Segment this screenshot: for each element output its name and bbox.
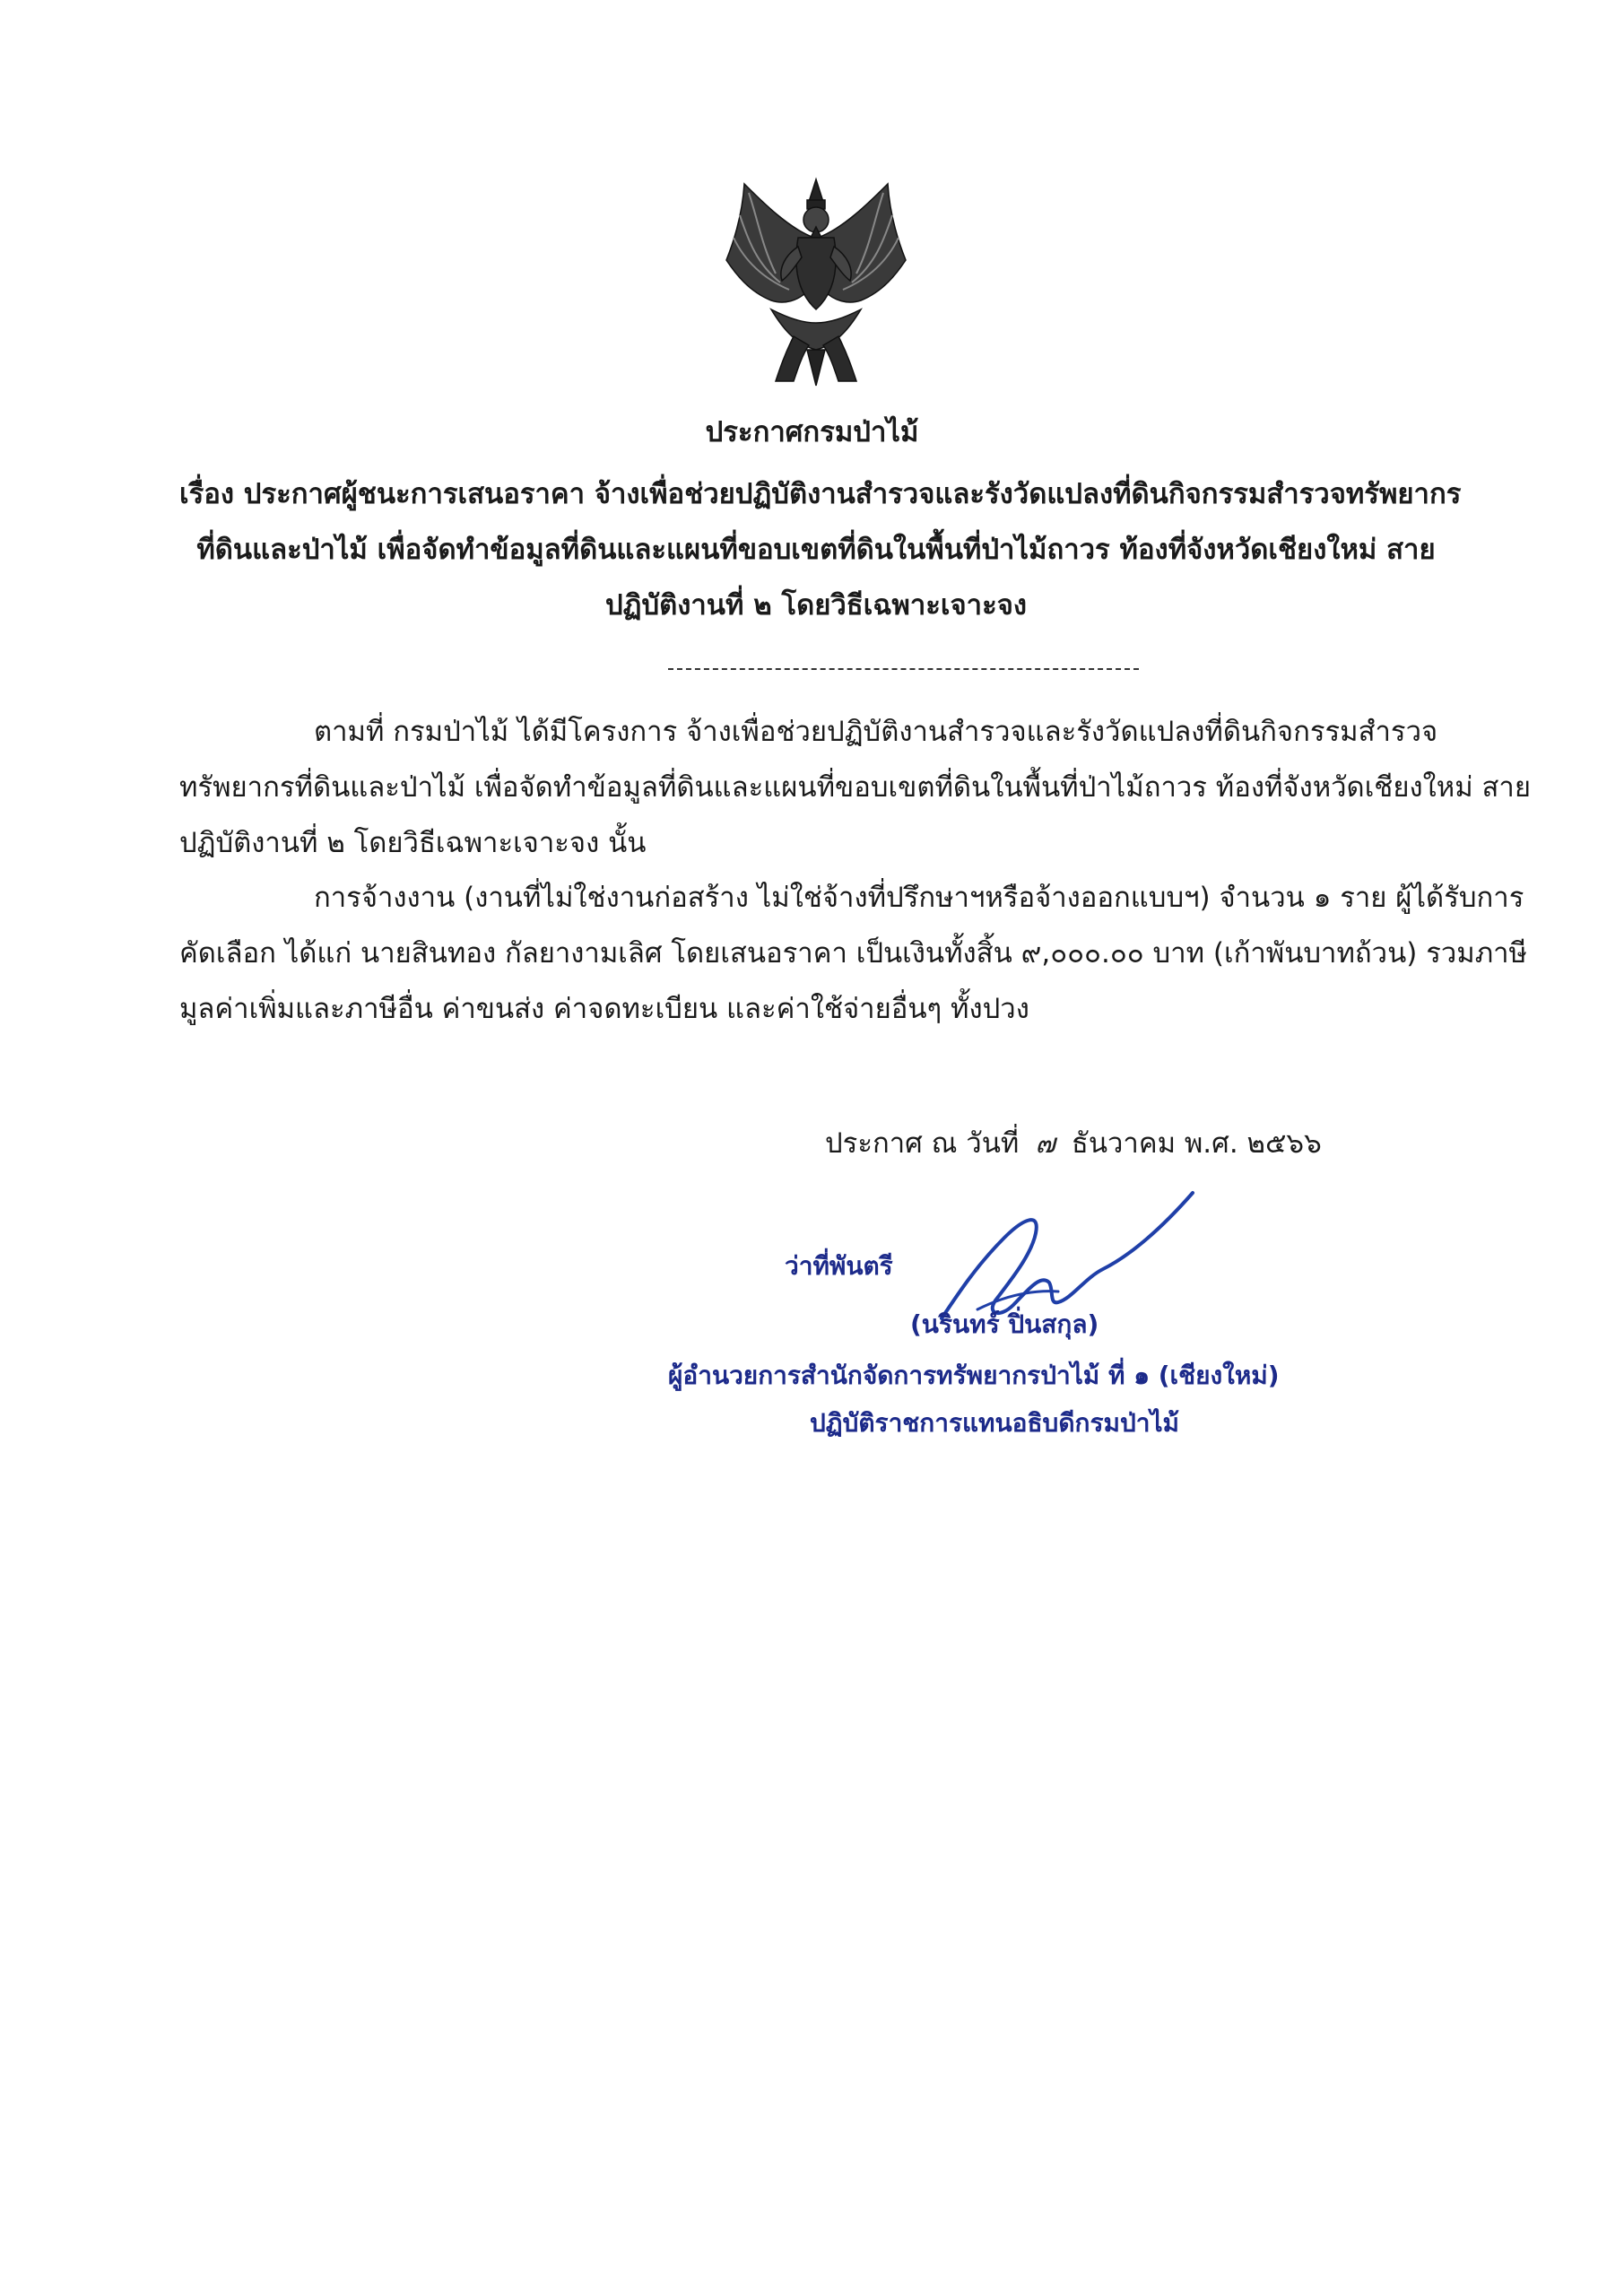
subject-line: เรื่อง ประกาศผู้ชนะการเสนอราคา จ้างเพื่อช่วยปฏิบัติงานสำรวจและรังวัดแปลงที่ดินกิจกรรมสำรวจทรัพยากร (179, 478, 1462, 510)
announcement-date (825, 1121, 1322, 1167)
paragraph-2 (179, 870, 1527, 1037)
paragraph-line: ตามที่ กรมป่าไม้ ได้มีโครงการ จ้างเพื่อช่วยปฏิบัติงานสำรวจและรังวัดแปลงที่ดินกิจกรรมสำรวจ (314, 716, 1438, 748)
signer-rank: ว่าที่พันตรี (785, 1251, 893, 1281)
document-title: ประกาศกรมป่าไม้ (705, 416, 919, 448)
paragraph-line: คัดเลือก ได้แก่ นายสินทอง กัลยางามเลิศ โดยเสนอราคา เป็นเงินทั้งสิ้น ๙,๐๐๐.๐๐ บาท (เก้าพันบาทถ้วน) รวมภาษี (179, 937, 1527, 970)
paragraph-line: ปฏิบัติงานที่ ๒ โดยวิธีเฉพาะเจาะจง นั้น (179, 827, 647, 859)
date-month-year: ธันวาคม พ.ศ. ๒๕๖๖ (1071, 1127, 1322, 1160)
paragraph-1 (179, 704, 1531, 871)
paragraph-line: การจ้างงาน (งานที่ไม่ใช่งานก่อสร้าง ไม่ใช่จ้างที่ปรึกษาฯหรือจ้างออกแบบฯ) จำนวน ๑ ราย ผู้ได้รับการ (314, 882, 1524, 914)
garuda-emblem-icon (708, 175, 924, 390)
paragraph-line: มูลค่าเพิ่มและภาษีอื่น ค่าขนส่ง ค่าจดทะเบียน และค่าใช้จ่ายอื่นๆ ทั้งปวง (179, 993, 1029, 1025)
signer-position: ผู้อำนวยการสำนักจัดการทรัพยากรป่าไม้ ที่ ๑ (เชียงใหม่) (668, 1361, 1280, 1390)
signer-acting-role: ปฏิบัติราชการแทนอธิบดีกรมป่าไม้ (810, 1408, 1180, 1438)
dashed-divider (668, 668, 1139, 670)
signer-name: (นรินทร์ ปิ่นสกุล) (910, 1309, 1099, 1339)
date-day: ๗ (1035, 1128, 1055, 1160)
subject-line: ปฏิบัติงานที่ ๒ โดยวิธีเฉพาะเจาะจง (604, 589, 1028, 622)
document-subject (179, 466, 1462, 633)
date-prefix: ประกาศ ณ วันที่ (825, 1127, 1020, 1160)
paragraph-line: ทรัพยากรที่ดินและป่าไม้ เพื่อจัดทำข้อมูลที่ดินและแผนที่ขอบเขตที่ดินในพื้นที่ป่าไม้ถาวร ท้องที่จังหวัดเชียงใหม่ สาย (179, 771, 1531, 804)
subject-line: ที่ดินและป่าไม้ เพื่อจัดทำข้อมูลที่ดินและแผนที่ขอบเขตที่ดินในพื้นที่ป่าไม้ถาวร ท้องที่จังหวัดเชียงใหม่ สาย (196, 534, 1436, 566)
